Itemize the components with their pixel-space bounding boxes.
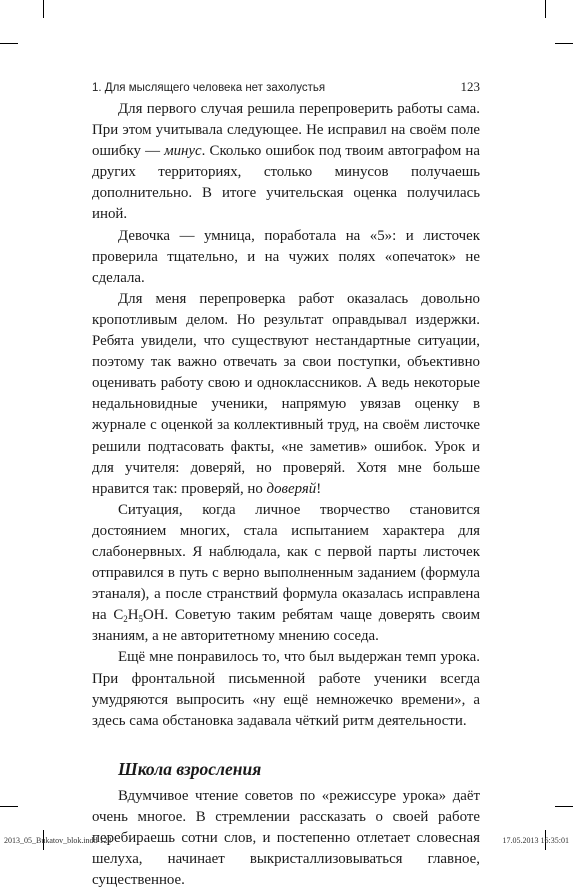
crop-mark	[43, 0, 44, 18]
crop-mark	[0, 806, 18, 807]
paragraph: Для меня перепроверка работ оказалась довольно кропотливым делом. Но результат оправдывал издержки. Ребята увидели, что существуют нестандартные ситуации, поэтому так важно отвечать за свои поступки, объективно оценивать работу свою и одноклассников. А ведь некоторые недальновидные ученики, напрямую увязав оценку в журнале с оценкой за коллективный труд, на своём листочке решили подтасовать факты, «не заметив» ошибок. Урок и для учителя: доверяй, но проверяй. Хотя мне больше нравится так: проверяй, но доверяй!	[92, 290, 480, 497]
print-footer	[4, 836, 569, 845]
file-info: 2013_05_Bukatov_blok.indd 123	[4, 836, 112, 845]
page-number: 123	[460, 79, 480, 94]
body-text	[92, 99, 480, 891]
paragraph: Девочка — умница, поработала на «5»: и листочек проверила тщательно, и на чужих полях «опечаток» не сделала.	[92, 227, 480, 286]
emphasis: минус	[164, 143, 202, 160]
print-timestamp: 17.05.2013 16:35:01	[502, 836, 569, 845]
running-title: 1. Для мыслящего человека нет захолустья	[92, 82, 326, 94]
crop-mark	[555, 806, 573, 807]
crop-mark	[555, 43, 573, 44]
section-heading: Школа взросления	[118, 758, 262, 779]
paragraph: Для первого случая решила перепроверить работы сама. При этом учитывала следующее. Не исправил на своём поле ошибку — минус. Сколько ошибок под твоим автографом на других территориях, столько минусов получаешь дополнительно. В итоге учительская оценка получилась иной.	[92, 101, 480, 223]
subscript: 5	[138, 614, 144, 625]
paragraph: Ситуация, когда личное творчество становится достоянием многих, стала испытанием характера для слабонервных. Я наблюдала, как с первой парты листочек отправился в путь с верно выполненным заданием (формула этаналя), а после странствий формула оказалась исправлена на $С_2Н_5ОН$. Советую таким ребятам чаще доверять своим знаниям, а не авторитетному мнению соседа.	[92, 501, 480, 645]
running-head	[92, 79, 480, 95]
paragraph: Ещё мне понравилось то, что был выдержан темп урока. При фронтальной письменной работе ученики всегда умудряются выпросить «ну ещё немножечко времени», а здесь сама обстановка задавала чёткий ритм деятельности.	[92, 649, 480, 729]
crop-mark	[0, 43, 18, 44]
subscript: 2	[123, 614, 128, 625]
crop-mark	[545, 0, 546, 18]
paragraph: Вдумчивое чтение советов по «режиссуре урока» даёт очень многое. В стремлении рассказать о своей работе перебираешь сотни слов, и постепенно отлетает словесная шелуха, начинает выкристаллизовываться главное, существенное.	[92, 787, 480, 889]
emphasis: доверяй	[266, 480, 317, 497]
